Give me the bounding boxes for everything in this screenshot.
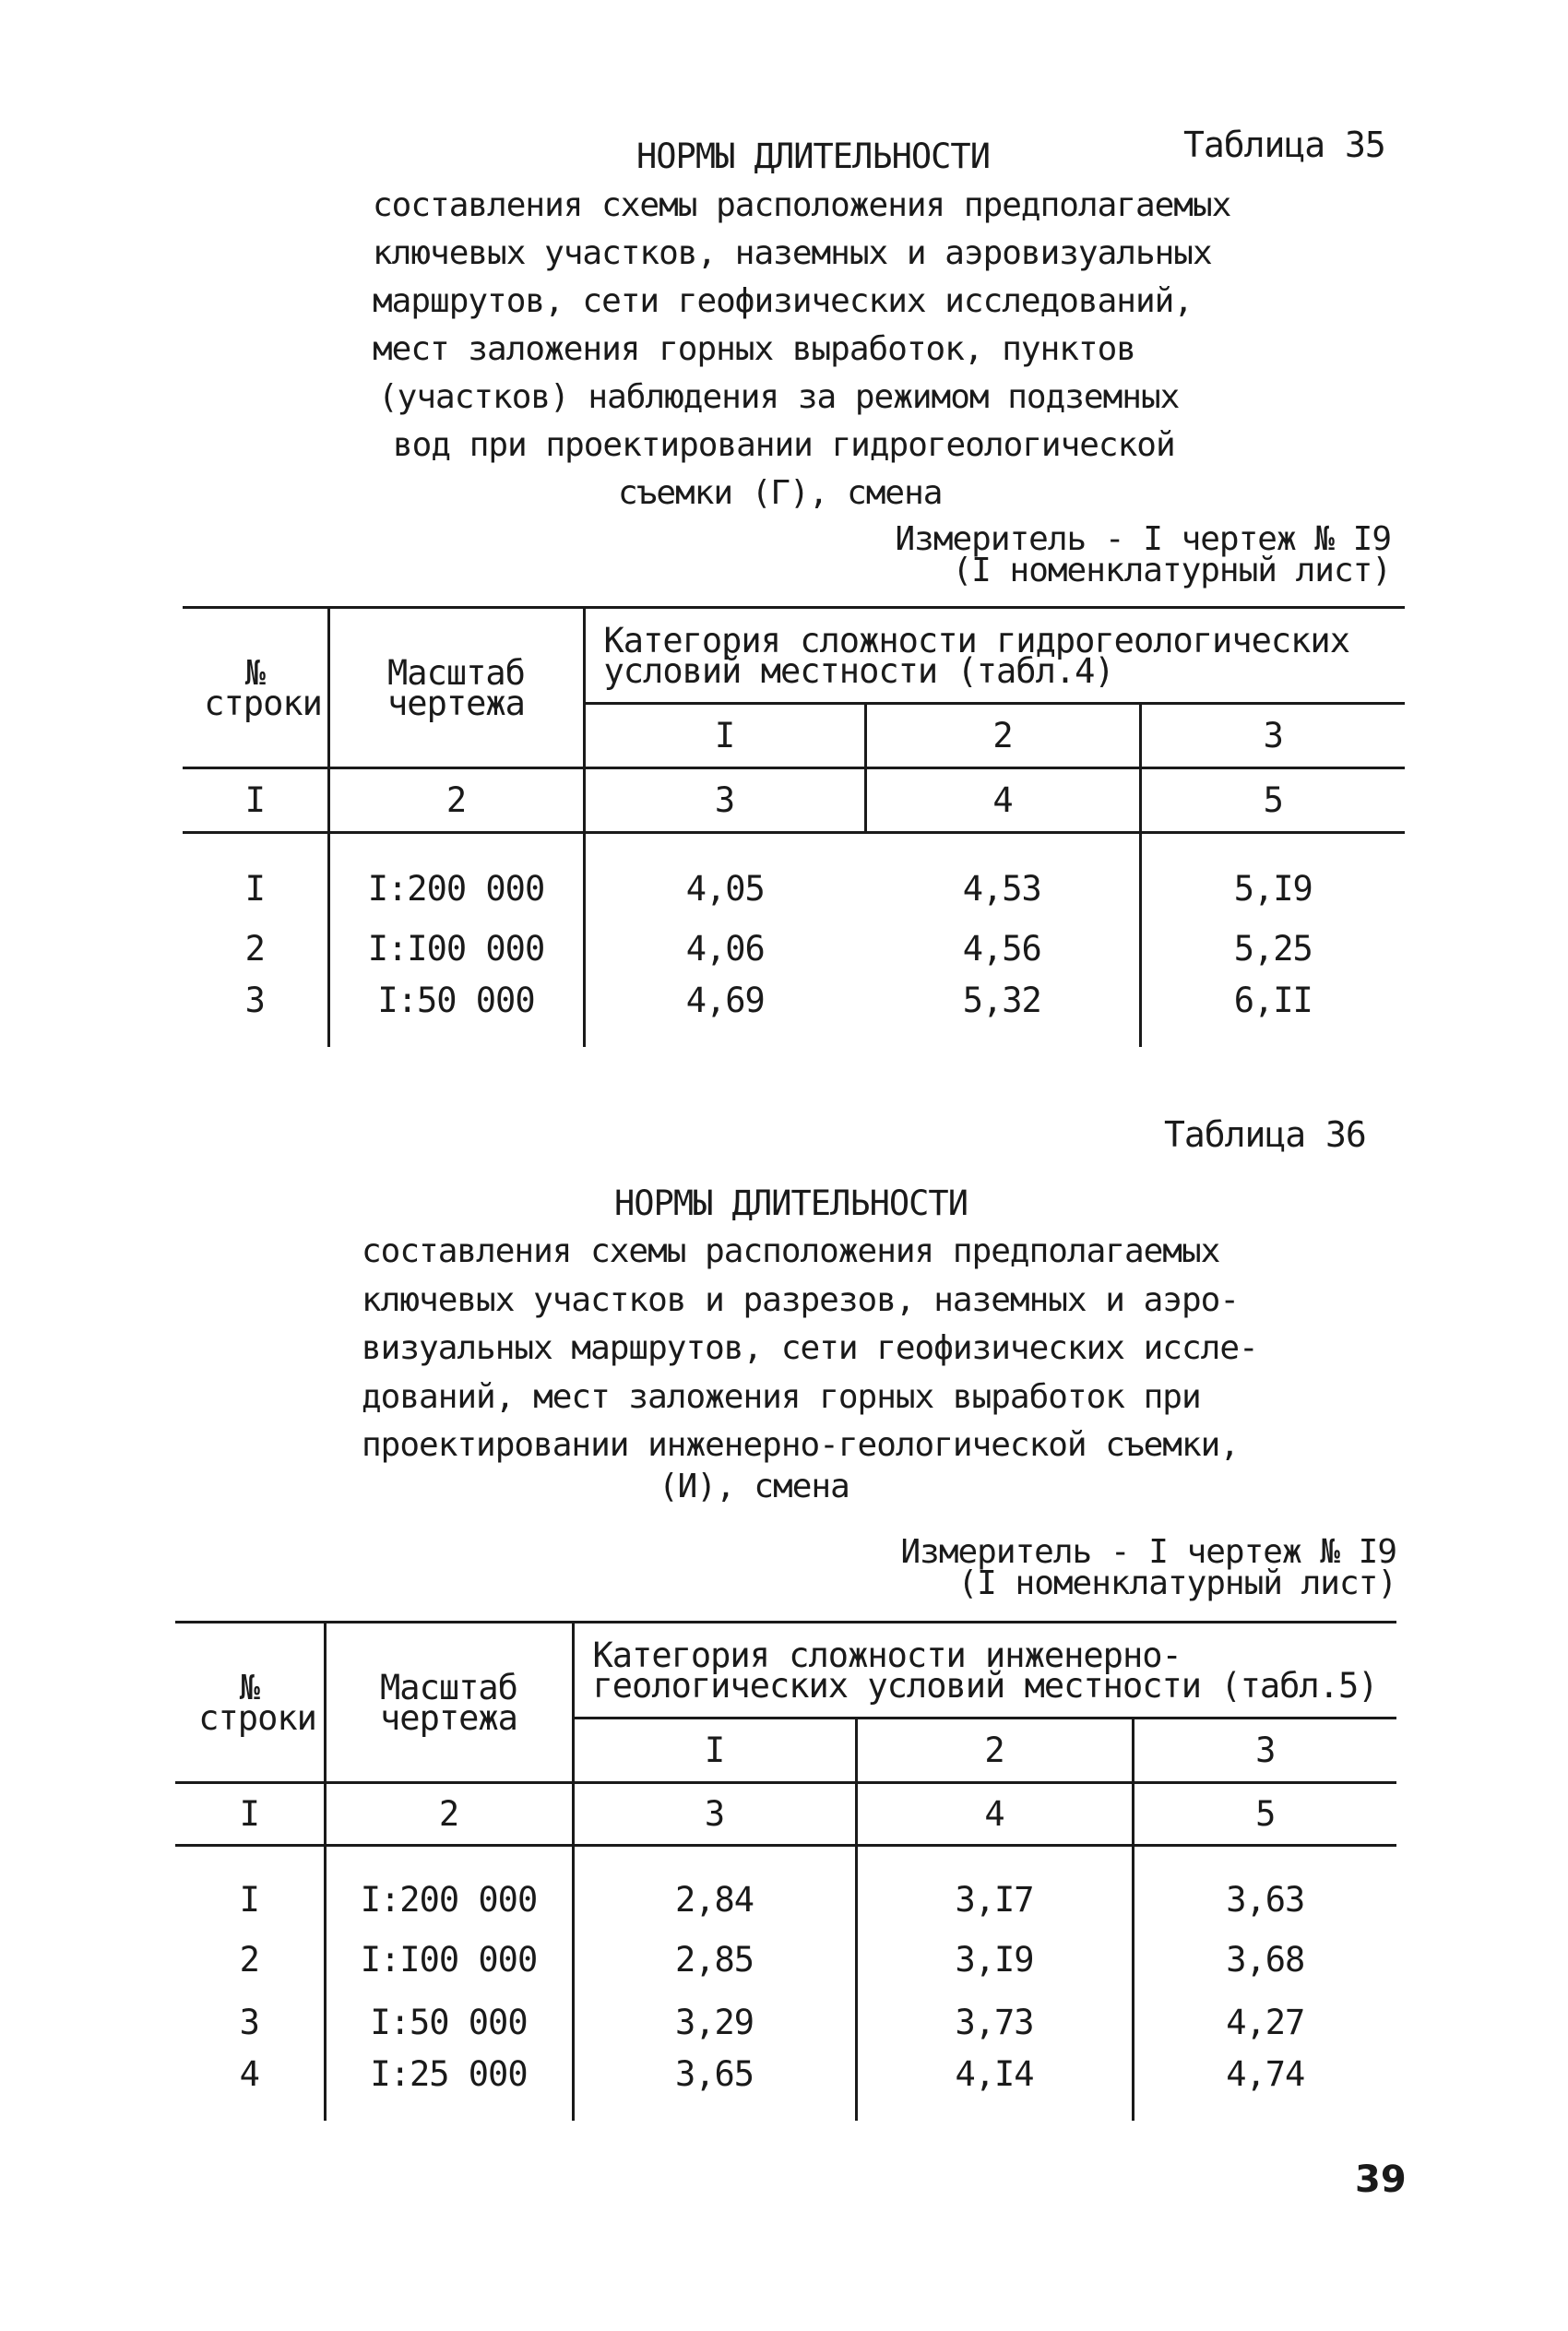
cell: 3,I9 [856,1929,1133,1992]
table36-desc-line: дований, мест заложения горных выработок при [362,1378,1201,1416]
table35-label: Таблица 35 [1183,125,1385,165]
table35-header-scale: Масштаб чертежа [328,608,584,768]
cell: 4,27 [1133,1992,1396,2054]
cell: 4 [239,2053,259,2094]
cell: I:50 000 [328,981,584,1047]
table36-cat: 2 [856,1719,1133,1783]
table35-cat: 2 [865,704,1140,768]
table36-desc-line: составления схемы расположения предполагаемых [362,1232,1220,1270]
table35-measure-line: Измеритель - I чертеж № I9 [895,520,1391,558]
cell: I [239,1879,259,1920]
table35-heading: НОРМЫ ДЛИТЕЛЬНОСТИ [636,137,990,176]
cell: 4,06 [584,918,865,981]
table35-desc-line: (участков) наблюдения за режимом подземных [378,378,1180,416]
table36-colnum: 3 [573,1783,856,1846]
table36-cat: 3 [1133,1719,1396,1783]
table35-measure [895,520,1391,589]
cell: I:25 000 [325,2054,573,2121]
table36-colnum: 5 [1133,1783,1396,1846]
cell: 3,29 [573,1992,856,2054]
table-row [175,1929,1396,1992]
cell: I:I00 000 [328,918,584,981]
table36-header-category: Категория сложности инженерно-геологических условий местности (табл.5) [573,1623,1396,1719]
table-row [175,1992,1396,2054]
cell: I:200 000 [325,1846,573,1929]
table35-cat: 3 [1140,704,1405,768]
cell: 5,25 [1140,918,1405,981]
cell: 2 [244,929,265,969]
table35-colnum: I [244,780,265,820]
table36-header-scale: Масштаб чертежа [325,1623,573,1783]
cell: 4,69 [584,981,865,1047]
table36-measure-line: (I номенклатурный лист) [957,1564,1396,1602]
cell: 4,74 [1133,2054,1396,2121]
table35-desc-line: мест заложения горных выработок, пунктов [373,330,1135,368]
table-row [183,833,1405,918]
table36-colnum: 4 [856,1783,1133,1846]
table35-desc-line: съемки (Г), смена [618,474,943,512]
table36-measure-line: Измеритель - I чертеж № I9 [900,1533,1396,1571]
cell: 3 [244,980,265,1020]
cell: 4,56 [962,929,1041,969]
table36-header-rowno: № строки [198,1667,316,1738]
cell: 6,II [1140,981,1405,1047]
table35-desc-line: составления схемы расположения предполагаемых [373,186,1231,224]
table35-measure-line: (I номенклатурный лист) [952,552,1391,589]
table35-colnum: 3 [584,768,865,833]
cell: 5,I9 [1140,833,1405,918]
cell: 2 [239,1940,259,1980]
table36-desc-line: проектировании инженерно-геологической съемки, [362,1426,1239,1464]
cell: I [244,868,265,909]
table36-heading: НОРМЫ ДЛИТЕЛЬНОСТИ [614,1183,968,1223]
cell: 4,53 [962,868,1041,909]
table-row [175,2054,1396,2121]
table36-desc-line: ключевых участков и разрезов, наземных и аэро- [362,1281,1239,1319]
table35-header-rowno: № строки [204,652,322,723]
cell: 4,I4 [856,2054,1133,2121]
table35-desc-line: ключевых участков, наземных и аэровизуальных [373,234,1212,272]
page-number: 39 [1355,2159,1407,2201]
cell: I:I00 000 [325,1929,573,1992]
cell: I:200 000 [328,833,584,918]
table36-desc-line: (И), смена [659,1468,849,1505]
cell: 3,68 [1133,1929,1396,1992]
table36-colnum: 2 [325,1783,573,1846]
cell: 4,05 [584,833,865,918]
cell: 3,I7 [856,1846,1133,1929]
cell: 3,65 [573,2054,856,2121]
table-row [183,981,1405,1047]
table35-desc-line: маршрутов, сети геофизических исследований, [373,282,1193,320]
table36-colnum: I [239,1794,259,1834]
table-row [183,918,1405,981]
cell: I:50 000 [325,1992,573,2054]
table36 [175,1621,1396,2121]
table35 [183,606,1405,1047]
table36-desc-line: визуальных маршрутов, сети геофизических иссле- [362,1329,1258,1367]
table35-colnum: 5 [1140,768,1405,833]
cell: 2,84 [573,1846,856,1929]
table36-cat: I [573,1719,856,1783]
cell: 3,73 [856,1992,1133,2054]
table-row [175,1846,1396,1929]
cell: 3,63 [1133,1846,1396,1929]
table35-colnum: 2 [328,768,584,833]
table35-cat: I [584,704,865,768]
table35-colnum: 4 [865,768,1140,833]
cell: 3 [239,2003,259,2042]
table35-header-category: Категория сложности гидрогеологических условий местности (табл.4) [584,608,1405,704]
cell: 5,32 [962,980,1041,1020]
table36-measure [900,1533,1396,1602]
table35-desc-line: вод при проектировании гидрогеологической [393,426,1175,464]
table36-label: Таблица 36 [1164,1114,1366,1155]
cell: 2,85 [573,1929,856,1992]
